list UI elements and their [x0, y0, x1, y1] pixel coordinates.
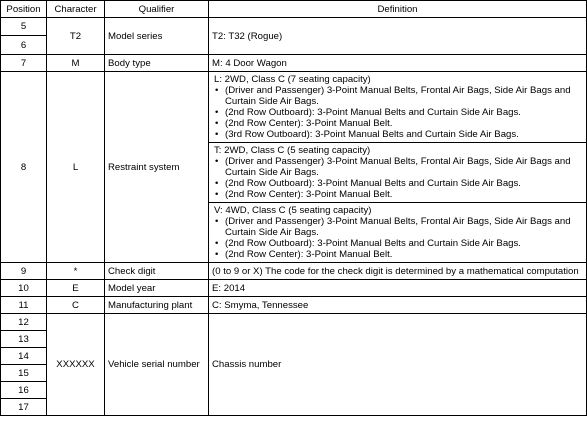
table-header-row: [1, 1, 587, 18]
position-cell: 10: [1, 280, 47, 297]
position-cell: 15: [1, 365, 47, 382]
list-item: • (2nd Row Center): 3-Point Manual Belt.: [214, 249, 583, 260]
definition-cell-l: [209, 72, 587, 143]
position-cell: 12: [1, 314, 47, 331]
table-row: [1, 280, 587, 297]
list-item: • (Driver and Passenger) 3-Point Manual Belts, Frontal Air Bags, Side Air Bags and Curtain Side Air Bags.: [214, 216, 583, 238]
qualifier-cell: Manufacturing plant: [105, 297, 209, 314]
character-cell: XXXXXX: [47, 314, 105, 416]
position-cell: 14: [1, 348, 47, 365]
variant-heading: T: 2WD, Class C (5 seating capacity): [214, 145, 371, 156]
list-item: • (2nd Row Center): 3-Point Manual Belt.: [214, 118, 583, 129]
position-cell: 13: [1, 331, 47, 348]
qualifier-cell: Check digit: [105, 263, 209, 280]
position-cell: 7: [1, 55, 47, 72]
definition-cell: E: 2014: [209, 280, 587, 297]
list-item: • (2nd Row Center): 3-Point Manual Belt.: [214, 189, 583, 200]
variant-heading: L: 2WD, Class C (7 seating capacity): [214, 74, 371, 85]
definition-cell-v: [209, 203, 587, 263]
table-row: [1, 314, 587, 331]
table-row: [1, 18, 587, 36]
character-cell: E: [47, 280, 105, 297]
definition-cell: M: 4 Door Wagon: [209, 55, 587, 72]
character-cell: L: [47, 72, 105, 263]
qualifier-cell: Vehicle serial number: [105, 314, 209, 416]
header-qualifier: Qualifier: [105, 1, 209, 18]
list-item: • (2nd Row Outboard): 3-Point Manual Belts and Curtain Side Air Bags.: [214, 238, 583, 249]
qualifier-cell: Body type: [105, 55, 209, 72]
definition-cell: Chassis number: [209, 314, 587, 416]
definition-cell-t: [209, 143, 587, 203]
definition-cell: (0 to 9 or X) The code for the check digit is determined by a mathematical computation: [209, 263, 587, 280]
position-cell: 8: [1, 72, 47, 263]
position-cell: 17: [1, 399, 47, 416]
position-cell: 16: [1, 382, 47, 399]
character-cell: C: [47, 297, 105, 314]
header-definition: Definition: [209, 1, 587, 18]
table-row: [1, 263, 587, 280]
list-item: • (Driver and Passenger) 3-Point Manual Belts, Frontal Air Bags, Side Air Bags and Curtain Side Air Bags.: [214, 156, 583, 178]
list-item: • (2nd Row Outboard): 3-Point Manual Belts and Curtain Side Air Bags.: [214, 107, 583, 118]
table-row: [1, 72, 587, 143]
list-item: • (2nd Row Outboard): 3-Point Manual Belts and Curtain Side Air Bags.: [214, 178, 583, 189]
character-cell: M: [47, 55, 105, 72]
qualifier-cell: Model series: [105, 18, 209, 55]
character-cell: *: [47, 263, 105, 280]
qualifier-cell: Model year: [105, 280, 209, 297]
position-cell: 9: [1, 263, 47, 280]
header-character: Character: [47, 1, 105, 18]
position-cell: 6: [1, 36, 47, 55]
table-row: [1, 297, 587, 314]
qualifier-cell: Restraint system: [105, 72, 209, 263]
variant-heading: V: 4WD, Class C (5 seating capacity): [214, 205, 372, 216]
definition-cell: T2: T32 (Rogue): [209, 18, 587, 55]
table-row: [1, 55, 587, 72]
character-cell: T2: [47, 18, 105, 55]
header-position: Position: [1, 1, 47, 18]
definition-cell: C: Smyma, Tennessee: [209, 297, 587, 314]
list-item: • (Driver and Passenger) 3-Point Manual Belts, Frontal Air Bags, Side Air Bags and Curtain Side Air Bags.: [214, 85, 583, 107]
position-cell: 11: [1, 297, 47, 314]
list-item: • (3rd Row Outboard): 3-Point Manual Belts and Curtain Side Air Bags.: [214, 129, 583, 140]
position-cell: 5: [1, 18, 47, 36]
